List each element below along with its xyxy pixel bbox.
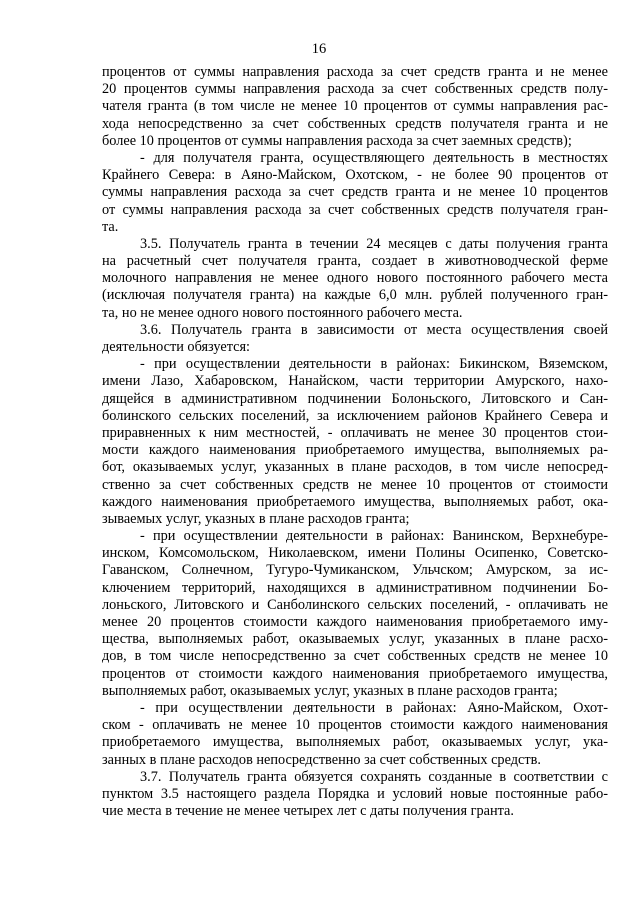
text-line: бот, оказываемых услуг, указанных в плане расходов, в том числе непосред-: [102, 459, 608, 476]
text-line: ском - оплачивать не менее 10 процентов стоимости каждого наименования: [102, 717, 608, 734]
text-line: Гаванском, Солнечном, Тугуро-Чумиканском, Ульчском; Амурском, за ис-: [102, 562, 608, 579]
text-line: выполняемых работ, оказываемых услуг, указных в плане расходов гранта;: [102, 682, 558, 699]
text-line: - при осуществлении деятельности в районах: Аяно-Майском, Охот-: [140, 699, 608, 716]
text-line: приравненных к ним местностей, - оплачивать не менее 30 процентов стои-: [102, 424, 608, 441]
text-line: приобретаемого имущества, выполняемых работ, оказываемых услуг, ука-: [102, 734, 608, 751]
text-line: - при осуществлении деятельности в районах: Ванинском, Верхнебуре-: [140, 528, 608, 545]
text-line: - при осуществлении деятельности в районах: Бикинском, Вяземском,: [140, 356, 608, 373]
text-line: пунктом 3.5 настоящего раздела Порядка и условий новые постоянные рабо-: [102, 785, 608, 802]
text-line: щества, выполняемых работ, оказываемых услуг, указанных в плане расхо-: [102, 631, 608, 648]
text-line: зываемых услуг, указных в плане расходов гранта;: [102, 510, 410, 527]
text-line: ключением территорий, находящихся в административном подчинении Бо-: [102, 579, 608, 596]
text-line: дящейся в административном подчинении Болоньского, Литовского и Сан-: [102, 390, 608, 407]
text-line: занных в плане расходов непосредственно за счет собственных средств.: [102, 751, 541, 768]
text-line: болинского сельских поселений, за исключением районов Крайнего Севера и: [102, 407, 608, 424]
text-line: процентов от стоимости каждого наименования приобретаемого имущества,: [102, 665, 608, 682]
text-line: чателя гранта (в том числе не менее 10 процентов от суммы направления рас-: [102, 98, 608, 115]
text-line: мости каждого наименования приобретаемого имущества, выполняемых ра-: [102, 442, 608, 459]
text-line: процентов от суммы направления расхода за счет средств гранта и не менее: [102, 64, 608, 80]
text-line: суммы направления расхода за счет средств гранта и не менее 10 процентов: [102, 184, 608, 201]
text-line: от суммы направления расхода за счет собственных средств получателя гран-: [102, 201, 608, 218]
text-line: дов, в том числе непосредственно за счет собственных средств не менее 10: [102, 648, 608, 665]
text-line: молочного направления не менее одного нового постоянного рабочего места: [102, 270, 608, 287]
text-line: чие места в течение не менее четырех лет с даты получения гранта.: [102, 803, 514, 820]
text-line: лоньского, Литовского и Санболинского сельских поселений, - оплачивать не: [102, 596, 608, 613]
text-line: Крайнего Севера: в Аяно-Майском, Охотском, - не более 90 процентов от: [102, 167, 608, 184]
text-line: 20 процентов суммы направления расхода за счет собственных средств полу-: [102, 81, 608, 98]
text-line: - для получателя гранта, осуществляющего деятельность в местностях: [140, 149, 608, 166]
page-number: 16: [311, 41, 327, 57]
text-line: 3.5. Получатель гранта в течении 24 месяцев с даты получения гранта: [140, 235, 608, 252]
text-line: имени Лазо, Хабаровском, Нанайском, части территории Амурского, нахо-: [102, 373, 608, 390]
text-line: та, но не менее одного нового постоянного рабочего места.: [102, 304, 463, 321]
body-text: [102, 64, 608, 820]
text-line: более 10 процентов от суммы направления расхода за счет заемных средств);: [102, 132, 572, 149]
text-line: менее 20 процентов стоимости каждого наименования приобретаемого иму-: [102, 614, 608, 630]
text-line: деятельности обязуется:: [102, 339, 251, 355]
text-line: хода непосредственно за счет собственных средств получателя гранта и не: [102, 115, 608, 132]
text-line: ственно за счет собственных средств не менее 10 процентов от стоимости: [102, 476, 608, 493]
text-line: 3.7. Получатель гранта обязуется сохранять созданные в соответствии с: [140, 768, 608, 785]
text-line: каждого наименования приобретаемого имущества, выполняемых работ, ока-: [102, 493, 608, 510]
text-line: инском, Комсомольском, Николаевском, имени Полины Осипенко, Советско-: [102, 545, 608, 562]
text-line: 3.6. Получатель гранта в зависимости от места осуществления своей: [140, 321, 608, 338]
text-line: (исключая получателя гранта) на каждые 6,0 млн. рублей полученного гран-: [102, 287, 608, 304]
text-line: та.: [102, 218, 119, 235]
text-line: на расчетный счет получателя гранта, создает в животноводческой ферме: [102, 253, 608, 270]
